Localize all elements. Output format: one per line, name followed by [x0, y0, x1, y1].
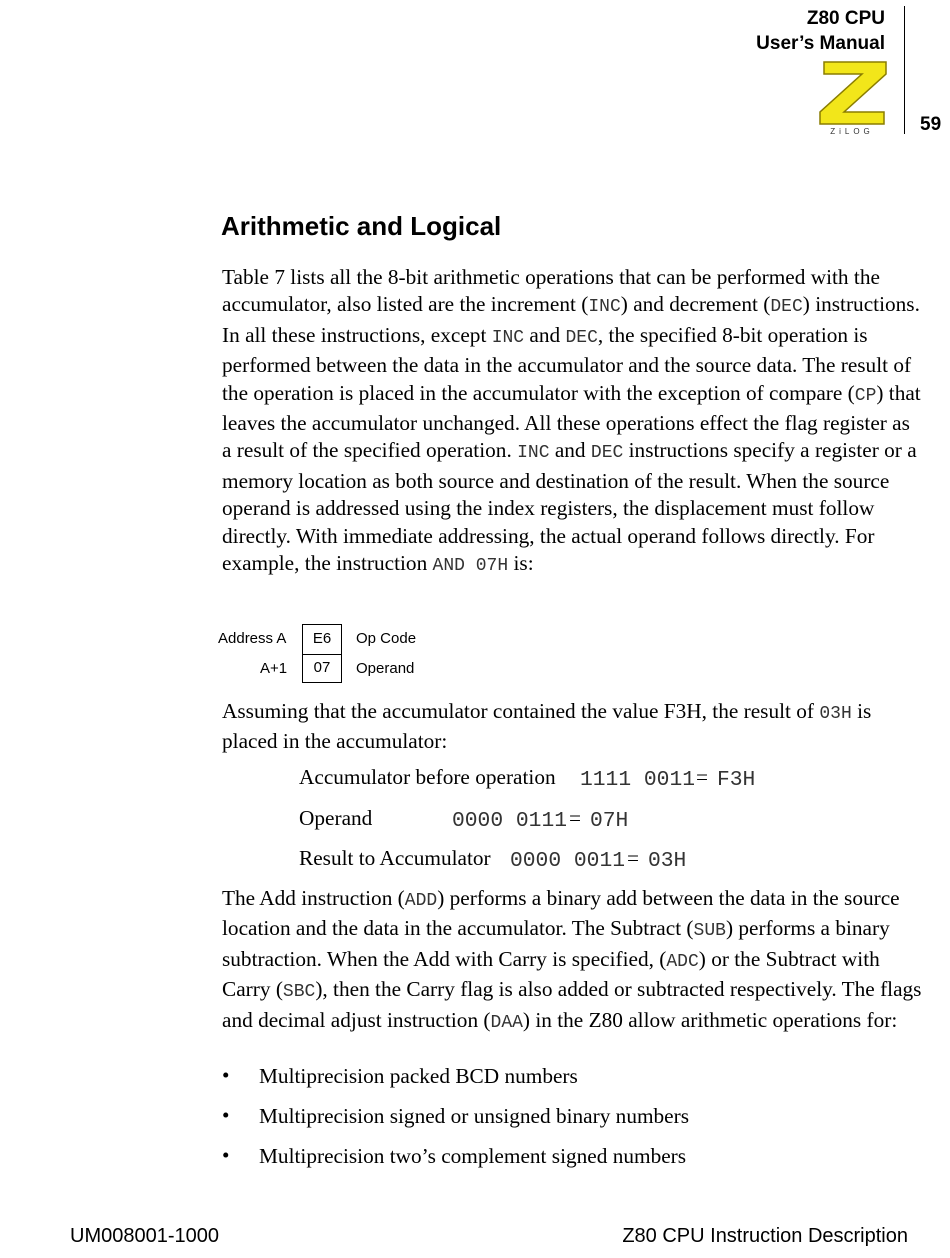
- inline-code: ADD: [404, 891, 438, 911]
- address-a-label: Address A: [218, 630, 287, 647]
- inline-code: 03H: [819, 704, 852, 724]
- paragraph-intro: Table 7 lists all the 8-bit arithmetic operations that can be performed with the accumulator, also listed are the increment (INC) and decrement (DEC) instructions. In all these instructions, except INC and DEC, the specified 8-bit operation is performed between the data in the accumulator and the source data. The result of the operation is placed in the accumulator with the exception of compare (CP) that leaves the accumulator unchanged. All these operations effect the flag register as a result of the specified operation. INC and DEC instructions specify a register or a memory location as both source and destination of the result. When the source operand is addressed using the index registers, the displacement must follow directly. With immediate addressing, the actual operand follows directly. For example, the instruction AND 07H is:: [222, 265, 921, 577]
- inline-code: INC: [588, 297, 621, 318]
- memory-cells: [302, 624, 342, 683]
- example-bits-before: 1111 0011: [580, 768, 696, 792]
- example-hex-operand: 07H: [590, 809, 629, 833]
- example-bits-result: 0000 0011: [510, 849, 626, 873]
- inline-code: DAA: [490, 1012, 523, 1033]
- inline-code: INC: [491, 327, 525, 348]
- inline-code: SUB: [693, 921, 726, 942]
- inline-code: INC: [517, 443, 550, 464]
- inline-code: ADC: [666, 951, 699, 972]
- header-title-line2: User’s Manual: [756, 33, 885, 54]
- paragraph-add-instruction: The Add instruction (ADD) performs a binary add between the data in the source location and the data in the accumulator. The Subtract (SUB) performs a binary subtraction. When the Add with Carry is specified, (ADC) or the Subtract with Carry (SBC), then the Carry flag is also added or subtracted respectively. The flags and decimal adjust instruction (DAA) in the Z80 allow arithmetic operations for:: [222, 886, 922, 1033]
- example-label-before: Accumulator before operation: [299, 765, 556, 789]
- logo-text: ZiLOG: [830, 127, 874, 136]
- opcode-desc: Op Code: [356, 630, 417, 647]
- section-heading: Arithmetic and Logical: [221, 211, 502, 241]
- bullet-dot: •: [222, 1063, 230, 1087]
- inline-code: SBC: [282, 982, 316, 1003]
- header-title-line1: Z80 CPU: [806, 8, 885, 29]
- header-rule: [904, 6, 905, 134]
- inline-code: CP: [854, 385, 877, 406]
- footer-section-title: Z80 CPU Instruction Description: [622, 1225, 908, 1247]
- operand-cell: 07: [313, 659, 331, 676]
- page-number: 59: [920, 114, 942, 135]
- bullet-dot: •: [222, 1103, 230, 1127]
- paragraph-assuming: Assuming that the accumulator contained the value F3H, the result of 03H is placed in the accumulator:: [222, 699, 872, 754]
- example-label-result: Result to Accumulator: [299, 846, 491, 870]
- example-bits-operand: 0000 0111: [452, 809, 568, 833]
- footer-document-id: UM008001-1000: [70, 1225, 219, 1247]
- example-label-operand: Operand: [299, 806, 373, 830]
- inline-code: DEC: [770, 297, 803, 318]
- running-header: [756, 6, 885, 56]
- zilog-logo: [816, 60, 888, 136]
- address-a1-label: A+1: [260, 660, 288, 677]
- example-hex-result: 03H: [648, 849, 687, 873]
- inline-code: DEC: [565, 327, 598, 348]
- bullet-dot: •: [222, 1143, 230, 1167]
- example-hex-before: F3H: [717, 768, 756, 792]
- bullet-item: Multiprecision packed BCD numbers: [259, 1064, 578, 1088]
- opcode-cell: E6: [312, 630, 332, 647]
- inline-code: DEC: [590, 443, 624, 464]
- operand-desc: Operand: [356, 660, 415, 677]
- example-eq-before: =: [696, 765, 709, 789]
- inline-code: AND 07H: [432, 556, 509, 577]
- logo-z-shape: [820, 62, 886, 124]
- bullet-item: Multiprecision two’s complement signed numbers: [259, 1144, 687, 1168]
- bullet-item: Multiprecision signed or unsigned binary numbers: [259, 1104, 690, 1128]
- example-eq-operand: =: [569, 806, 582, 830]
- cell-divider: [303, 654, 341, 655]
- example-eq-result: =: [627, 846, 640, 870]
